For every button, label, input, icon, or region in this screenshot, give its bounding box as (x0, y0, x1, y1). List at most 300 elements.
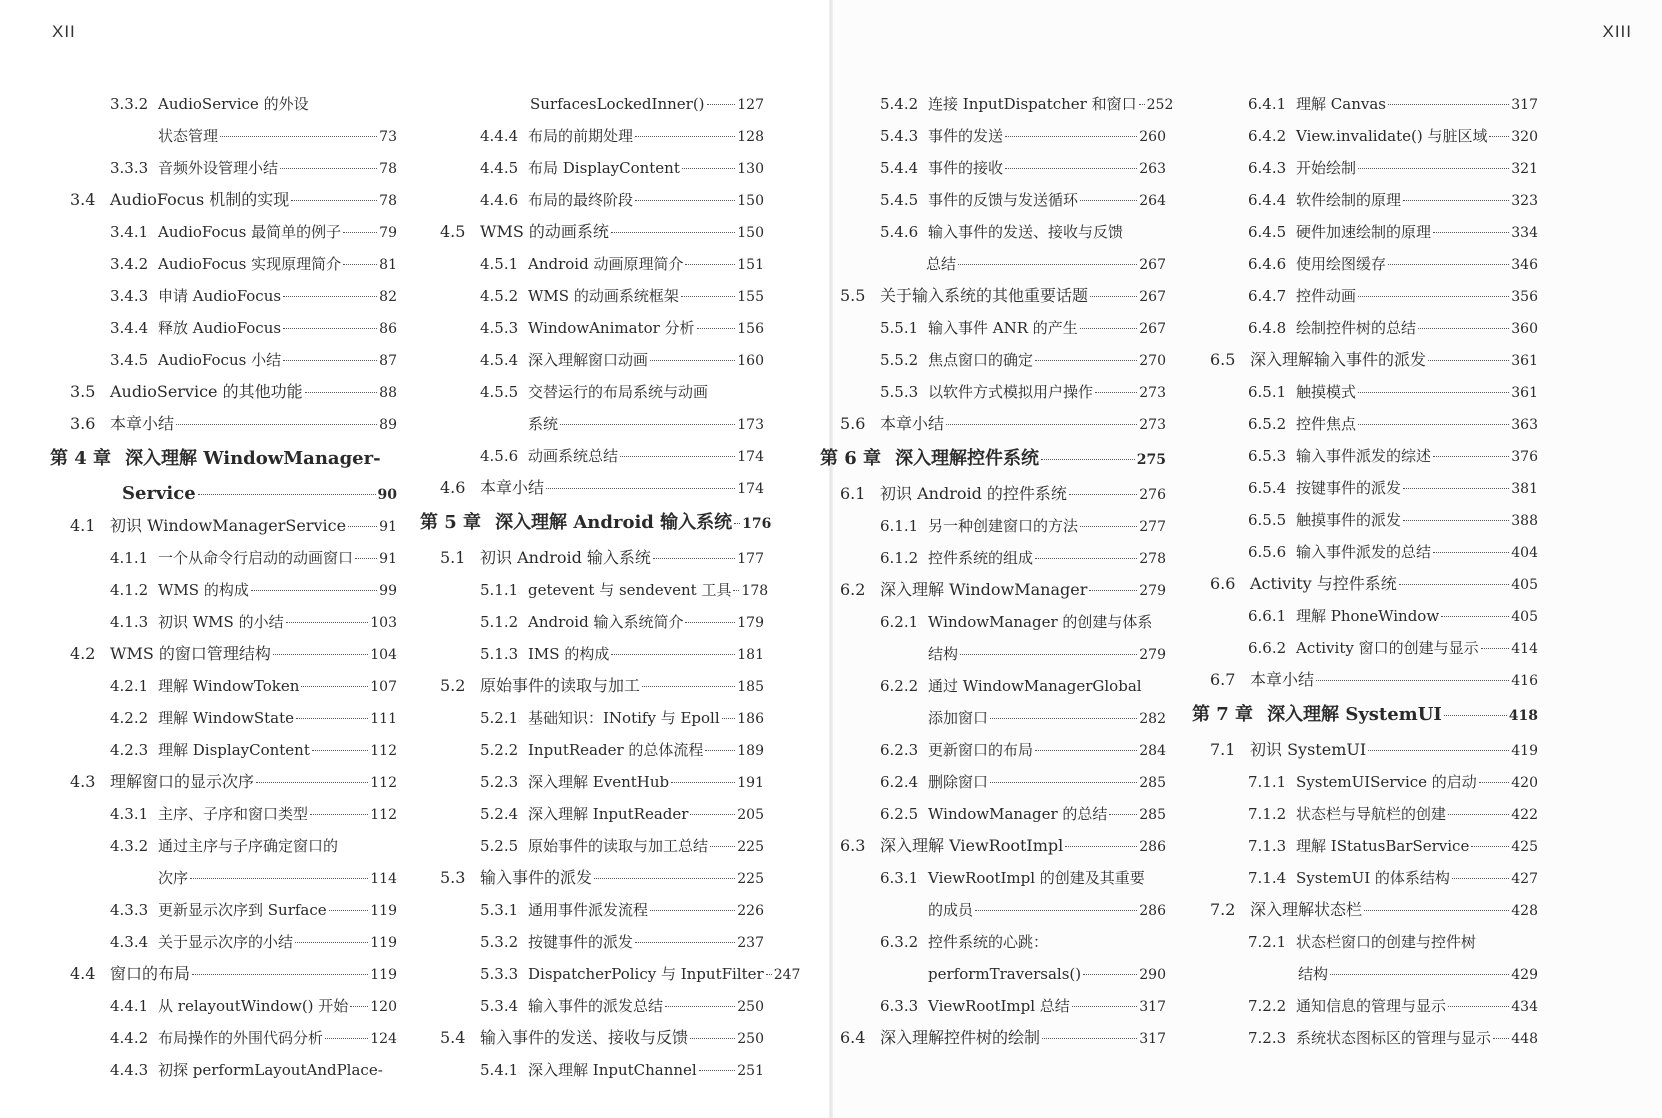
toc-entry-number: 4.2.3 (110, 741, 149, 759)
toc-entry-number: 5.4.2 (880, 95, 919, 113)
toc-entry-number: 6.3.2 (880, 933, 919, 951)
toc-entry-title: 释放 AudioFocus (158, 319, 282, 337)
toc-entry-number: 6.5.1 (1248, 383, 1287, 401)
toc-entry-page: 155 (737, 289, 764, 305)
toc-entry-page: 356 (1511, 289, 1538, 305)
toc-entry-number: 6.4.6 (1248, 255, 1287, 273)
toc-entry (1298, 958, 1538, 990)
toc-entry-title: AudioFocus 最简单的例子 (158, 223, 342, 241)
toc-entry-page: 361 (1511, 385, 1538, 401)
toc-entry-number: 5.6 (840, 414, 866, 433)
toc-entry-number: 4.5.1 (480, 255, 519, 273)
toc-entry (1248, 990, 1538, 1022)
toc-entry-page: 279 (1139, 647, 1166, 663)
toc-entry-number: 7.1.2 (1248, 805, 1287, 823)
toc-entry-title: 通知信息的管理与显示 (1296, 997, 1447, 1015)
toc-entry-page: 286 (1139, 903, 1166, 919)
toc-entry-page: 174 (737, 449, 764, 465)
toc-entry-page: 414 (1511, 641, 1538, 657)
dot-leader (1358, 168, 1509, 169)
toc-entry-page: 267 (1139, 257, 1166, 273)
toc-entry-page: 88 (379, 385, 397, 401)
toc-entry-page: 250 (737, 1031, 764, 1047)
toc-entry-number: 5.3.2 (480, 933, 519, 951)
toc-entry-page: 434 (1511, 999, 1538, 1015)
toc-entry-number: 5.2.1 (480, 709, 519, 727)
toc-entry-title: 初识 SystemUI (1250, 740, 1367, 759)
dot-leader (1388, 264, 1509, 265)
toc-entry-title: 控件焦点 (1296, 415, 1357, 433)
toc-entry-page: 270 (1139, 353, 1166, 369)
toc-entry-number: 5.3.4 (480, 997, 519, 1015)
toc-entry-title: 另一种创建窗口的方法 (928, 517, 1079, 535)
toc-entry-number: 4.1 (70, 516, 96, 535)
toc-entry-number: 6.2.4 (880, 773, 919, 791)
toc-entry (1248, 280, 1538, 312)
toc-entry-page: 130 (737, 161, 764, 177)
toc-entry-number: 4.2.2 (110, 709, 149, 727)
toc-entry-title: 深入理解窗口动画 (528, 351, 649, 369)
toc-entry-page: 376 (1511, 449, 1538, 465)
toc-entry-page: 205 (737, 807, 764, 823)
toc-entry-number: 5.5.2 (880, 351, 919, 369)
dot-leader (1358, 424, 1509, 425)
toc-entry-page: 317 (1139, 999, 1166, 1015)
toc-entry-page: 78 (379, 161, 397, 177)
toc-entry-page: 112 (370, 743, 397, 759)
toc-entry-title: 更新显示次序到 Surface (158, 901, 327, 919)
toc-entry-page: 285 (1139, 807, 1166, 823)
toc-entry-title: WMS 的动画系统框架 (528, 287, 679, 305)
toc-entry-title: WMS 的窗口管理结构 (110, 644, 271, 663)
toc-entry-number: 6.1.2 (880, 549, 919, 567)
dot-leader (1358, 296, 1509, 297)
toc-entry-page: 279 (1139, 583, 1166, 599)
toc-entry (1248, 536, 1538, 568)
toc-entry-title: 窗口的布局 (110, 964, 191, 983)
toc-entry (1248, 1022, 1538, 1054)
toc-entry-number: 6.5.5 (1248, 511, 1287, 529)
toc-entry-page: 112 (370, 775, 397, 791)
toc-entry-title: 系统状态图标区的管理与显示 (1296, 1029, 1492, 1047)
toc-entry (1210, 894, 1538, 926)
toc-entry-title: 焦点窗口的确定 (928, 351, 1034, 369)
toc-entry-page: 404 (1511, 545, 1538, 561)
toc-entry-number: 7.1.4 (1248, 869, 1287, 887)
toc-entry-page: 237 (737, 935, 764, 951)
toc-entry-number: 6.6.2 (1248, 639, 1287, 657)
toc-entry-number: 7.1 (1210, 740, 1236, 759)
toc-entry (1248, 408, 1538, 440)
dot-leader (1364, 910, 1509, 911)
toc-entry-page: 78 (379, 193, 397, 209)
toc-entry-page: 173 (737, 417, 764, 433)
toc-entry-title: 深入理解 WindowManager (880, 580, 1088, 599)
toc-entry-title: 输入事件派发的总结 (1296, 543, 1432, 561)
toc-entry-number: 5.2 (440, 676, 466, 695)
toc-entry-number: 4.5.3 (480, 319, 519, 337)
toc-entry-page: 416 (1511, 673, 1538, 689)
toc-entry-title: AudioFocus 小结 (158, 351, 282, 369)
toc-entry-page: 181 (737, 647, 764, 663)
toc-entry-number: 6.1.1 (880, 517, 919, 535)
toc-entry (1248, 152, 1538, 184)
toc-entry-number: 4.5.4 (480, 351, 519, 369)
toc-entry-title: Android 输入系统简介 (528, 613, 684, 631)
toc-entry-title: 按键事件的派发 (1296, 479, 1402, 497)
toc-entry-number: 6.2.5 (880, 805, 919, 823)
toc-entry-page: 174 (737, 481, 764, 497)
toc-entry-title: WindowManager 的创建与体系 (928, 613, 1153, 631)
toc-entry-page: 260 (1139, 129, 1166, 145)
toc-entry-title: SystemUIService 的启动 (1296, 773, 1477, 791)
toc-entry-page: 276 (1139, 487, 1166, 503)
toc-entry-number: 4.5.5 (480, 383, 519, 401)
toc-entry-title: 状态管理 (158, 127, 219, 145)
toc-entry-title: 申请 AudioFocus (158, 287, 282, 305)
toc-entry-page: 73 (379, 129, 397, 145)
toc-entry-page: 425 (1511, 839, 1538, 855)
toc-entry-number: 3.4.4 (110, 319, 149, 337)
toc-entry-page: 111 (370, 711, 397, 727)
toc-entry-page: 275 (1136, 452, 1166, 468)
toc-entry-page: 160 (737, 353, 764, 369)
toc-entry-number: 6.4.7 (1248, 287, 1287, 305)
toc-entry-page: 284 (1139, 743, 1166, 759)
toc-entry-title: 深入理解控件系统 (895, 448, 1040, 469)
toc-entry-page: 128 (737, 129, 764, 145)
dot-leader (1479, 782, 1509, 783)
toc-entry-number: 4.2.1 (110, 677, 149, 695)
toc-entry-title: ViewRootImpl 的创建及其重要 (928, 869, 1145, 887)
toc-entry-number: 6.3 (840, 836, 866, 855)
toc-entry-number: 6.2 (840, 580, 866, 599)
dot-leader (1403, 200, 1509, 201)
toc-entry-number: 4.4.1 (110, 997, 149, 1015)
toc-entry-page: 448 (1511, 1031, 1538, 1047)
toc-entry-page: 86 (379, 321, 397, 337)
toc-entry-number: 5.1.2 (480, 613, 519, 631)
toc-entry-title: 事件的接收 (928, 159, 1004, 177)
toc-entry-title: 布局 DisplayContent (528, 159, 680, 177)
toc-entry-page: 150 (737, 193, 764, 209)
toc-entry-number: 5.2.3 (480, 773, 519, 791)
toc-entry-title: 删除窗口 (928, 773, 989, 791)
toc-entry-number: 3.4.5 (110, 351, 149, 369)
toc-entry-page: 405 (1511, 609, 1538, 625)
toc-entry-page: 225 (737, 871, 764, 887)
toc-entry-page: 79 (379, 225, 397, 241)
toc-entry-number: 4.1.3 (110, 613, 149, 631)
toc-entry-page: 91 (379, 551, 397, 567)
toc-entry-page: 226 (737, 903, 764, 919)
toc-entry-number: 5.4.5 (880, 191, 919, 209)
toc-entry-number: 3.4.3 (110, 287, 149, 305)
toc-entry-title: 理解 IStatusBarService (1296, 837, 1470, 855)
toc-entry-title: 初探 performLayoutAndPlace- (158, 1061, 383, 1079)
toc-entry-number: 7.2.1 (1248, 933, 1287, 951)
toc-entry (1248, 632, 1538, 664)
toc-entry (1210, 568, 1538, 600)
toc-entry-title: 本章小结 (480, 478, 545, 497)
toc-entry-number: 5.4 (440, 1028, 466, 1047)
toc-entry-title: 连接 InputDispatcher 和窗口 (928, 95, 1137, 113)
toc-entry-number: 4.4.2 (110, 1029, 149, 1047)
toc-entry-number: 6.3.3 (880, 997, 919, 1015)
toc-entry-title: 深入理解 EventHub (528, 773, 670, 791)
toc-entry-page: 419 (1511, 743, 1538, 759)
toc-entry-number: 4.2 (70, 644, 96, 663)
toc-entry-title: SystemUI 的体系结构 (1296, 869, 1450, 887)
toc-entry-number: 4.3.3 (110, 901, 149, 919)
dot-leader (1428, 360, 1509, 361)
toc-entry-title: 结构 (1298, 965, 1329, 983)
toc-entry-page: 273 (1139, 417, 1166, 433)
toc-entry-page: 150 (737, 225, 764, 241)
toc-entry-title: WMS 的动画系统 (480, 222, 609, 241)
toc-entry-title: 事件的发送 (928, 127, 1004, 145)
toc-entry-title: Android 动画原理简介 (528, 255, 684, 273)
toc-entry-number: 5.5.1 (880, 319, 919, 337)
toc-entry-title: 以软件方式模拟用户操作 (928, 383, 1094, 401)
toc-entry-title: 按键事件的派发 (528, 933, 634, 951)
toc-entry-page: 381 (1511, 481, 1538, 497)
toc-entry-number: 4.1.1 (110, 549, 149, 567)
toc-entry-page: 250 (737, 999, 764, 1015)
toc-entry-page: 225 (737, 839, 764, 855)
toc-entry-page: 334 (1511, 225, 1538, 241)
toc-entry-title: WindowAnimator 分析 (528, 319, 695, 337)
toc-entry-page: 361 (1511, 353, 1538, 369)
toc-entry-page: 320 (1511, 129, 1538, 145)
toc-entry-title: 系统 (528, 415, 559, 433)
toc-entry-number: 3.3.3 (110, 159, 149, 177)
toc-entry-page: 321 (1511, 161, 1538, 177)
toc-entry-page: 317 (1511, 97, 1538, 113)
toc-entry-number: 6.5.2 (1248, 415, 1287, 433)
toc-entry (1248, 926, 1538, 958)
toc-entry-page: 427 (1511, 871, 1538, 887)
toc-entry-title: 本章小结 (1250, 670, 1315, 689)
toc-entry (1210, 664, 1538, 696)
toc-entry-title: 理解 Canvas (1296, 95, 1386, 113)
toc-entry-number: 5.4.4 (880, 159, 919, 177)
toc-entry-page: 252 (1146, 97, 1174, 113)
toc-entry-title: getevent 与 sendevent 工具 (528, 581, 732, 599)
toc-entry-page: 360 (1511, 321, 1538, 337)
toc-entry-title: performTraversals() (928, 965, 1082, 983)
toc-entry-title: 通用事件派发流程 (528, 901, 649, 919)
toc-entry-page: 388 (1511, 513, 1538, 529)
toc-entry-title: 软件绘制的原理 (1296, 191, 1402, 209)
toc-entry-page: 191 (737, 775, 764, 791)
toc-entry-number: 7.1.1 (1248, 773, 1287, 791)
toc-entry (1248, 312, 1538, 344)
toc-entry-page: 405 (1511, 577, 1538, 593)
dot-leader (1358, 392, 1509, 393)
toc-entry (1248, 798, 1538, 830)
dot-leader (1388, 104, 1509, 105)
toc-entry-number: 6.6 (1210, 574, 1236, 593)
toc-entry-title: WMS 的构成 (158, 581, 249, 599)
toc-entry-number: 6.5.4 (1248, 479, 1287, 497)
toc-entry-title: 深入理解 InputChannel (528, 1061, 697, 1079)
toc-entry-page: 90 (377, 487, 397, 503)
toc-entry-title: AudioService 的其他功能 (110, 382, 303, 401)
toc-entry-title: 通过 WindowManagerGlobal (928, 677, 1142, 695)
toc-entry-page: 81 (379, 257, 397, 273)
dot-leader (1399, 584, 1509, 585)
toc-entry-number: 3.5 (70, 382, 96, 401)
toc-entry-page: 103 (370, 615, 397, 631)
toc-entry-title: 初识 WindowManagerService (110, 516, 347, 535)
toc-entry-title: 输入事件的发送、接收与反馈 (480, 1028, 689, 1047)
toc-entry-number: 4.3.2 (110, 837, 149, 855)
toc-entry-number: 6.2.1 (880, 613, 919, 631)
toc-entry-title: 基础知识：INotify 与 Epoll (528, 709, 720, 727)
toc-entry-page: 178 (741, 583, 769, 599)
dot-leader (1368, 750, 1509, 751)
toc-entry-title: 通过主序与子序确定窗口的 (158, 837, 339, 855)
dot-leader (1489, 136, 1509, 137)
toc-entry-page: 89 (379, 417, 397, 433)
toc-entry-page: 82 (379, 289, 397, 305)
toc-entry-page: 317 (1139, 1031, 1166, 1047)
toc-entry-page: 120 (370, 999, 397, 1015)
toc-entry-number: 5.2.4 (480, 805, 519, 823)
toc-entry-number: 6.4.8 (1248, 319, 1287, 337)
toc-entry-page: 114 (370, 871, 397, 887)
toc-entry-page: 156 (737, 321, 764, 337)
toc-entry-title: IMS 的构成 (528, 645, 610, 663)
toc-entry-title: 控件动画 (1296, 287, 1357, 305)
toc-entry-title: 输入事件派发的综述 (1296, 447, 1432, 465)
toc-entry (1248, 504, 1538, 536)
toc-entry-page: 151 (737, 257, 764, 273)
toc-entry-title: 原始事件的读取与加工总结 (528, 837, 709, 855)
toc-entry-title: 状态栏窗口的创建与控件树 (1296, 933, 1477, 951)
toc-entry (1248, 830, 1538, 862)
toc-entry-number: 6.7 (1210, 670, 1236, 689)
toc-entry-title: 布局的前期处理 (528, 127, 634, 145)
toc-entry-title: 动画系统总结 (528, 447, 619, 465)
toc-entry-number: 6.4 (840, 1028, 866, 1047)
toc-entry-number: 4.4.3 (110, 1061, 149, 1079)
toc-entry-number: 4.3.1 (110, 805, 149, 823)
toc-entry-title: 输入事件 ANR 的产生 (928, 319, 1078, 337)
toc-entry-title: 深入理解控件树的绘制 (880, 1028, 1041, 1047)
toc-entry-title: 深入理解 WindowManager- (125, 448, 381, 469)
toc-entry-number: 5.4.3 (880, 127, 919, 145)
toc-entry-page: 428 (1511, 903, 1538, 919)
toc-entry-title: 理解 WindowState (158, 709, 295, 727)
toc-entry-number: 7.2.2 (1248, 997, 1287, 1015)
toc-entry (1210, 344, 1538, 376)
toc-entry (1210, 734, 1538, 766)
toc-entry-number: 第 4 章 (50, 448, 112, 469)
toc-entry-number: 3.4.1 (110, 223, 149, 241)
toc-entry-title: AudioService 的外设 (158, 95, 309, 113)
toc-entry-title: 添加窗口 (928, 709, 989, 727)
toc-entry-number: 3.4 (70, 190, 96, 209)
toc-entry-page: 429 (1511, 967, 1538, 983)
toc-entry-page: 124 (370, 1031, 397, 1047)
toc-entry-title: 深入理解 ViewRootImpl (880, 836, 1064, 855)
toc-entry-page: 127 (737, 97, 764, 113)
toc-entry-number: 6.1 (840, 484, 866, 503)
toc-entry-number: 7.2 (1210, 900, 1236, 919)
toc-entry-title: WindowManager 的总结 (928, 805, 1108, 823)
toc-entry-page: 119 (370, 967, 397, 983)
toc-entry-number: 6.2.2 (880, 677, 919, 695)
toc-entry-number: 5.1.1 (480, 581, 519, 599)
toc-entry-page: 87 (379, 353, 397, 369)
toc-entry-number: 5.4.6 (880, 223, 919, 241)
toc-entry-title: 初识 Android 的控件系统 (880, 484, 1067, 503)
toc-entry-page: 177 (737, 551, 764, 567)
dot-leader (1403, 488, 1509, 489)
toc-entry-page: 107 (370, 679, 397, 695)
toc-entry-title: 更新窗口的布局 (928, 741, 1034, 759)
toc-entry-title: 布局的最终阶段 (528, 191, 634, 209)
toc-entry-title: 输入事件的派发总结 (528, 997, 664, 1015)
toc-entry-number: 3.3.2 (110, 95, 149, 113)
toc-entry-number: 4.5.2 (480, 287, 519, 305)
toc-entry-number: 5.2.5 (480, 837, 519, 855)
toc-entry (1192, 696, 1538, 734)
dot-leader (1403, 520, 1509, 521)
toc-entry-title: Activity 与控件系统 (1250, 574, 1397, 593)
toc-entry-page: 119 (370, 903, 397, 919)
toc-entry-page: 189 (737, 743, 764, 759)
toc-entry-title: 从 relayoutWindow() 开始 (158, 997, 349, 1015)
toc-entry-page: 247 (773, 967, 801, 983)
toc-entry (1248, 766, 1538, 798)
toc-entry-number: 3.6 (70, 414, 96, 433)
toc-entry-title: 音频外设管理小结 (158, 159, 279, 177)
toc-entry (1248, 472, 1538, 504)
toc-entry-title: 理解窗口的显示次序 (110, 772, 255, 791)
toc-entry-title: 触摸事件的派发 (1296, 511, 1402, 529)
toc-entry-number: 5.4.1 (480, 1061, 519, 1079)
toc-entry-title: 深入理解输入事件的派发 (1250, 350, 1427, 369)
toc-entry-title: 深入理解 Android 输入系统 (495, 512, 733, 533)
toc-entry-title: 控件系统的心跳： (928, 933, 1049, 951)
toc-entry-title: 次序 (158, 869, 189, 887)
toc-entry-number: 第 6 章 (820, 448, 882, 469)
toc-entry-number: 4.4 (70, 964, 96, 983)
toc-entry-page: 420 (1511, 775, 1538, 791)
toc-entry-page: 278 (1139, 551, 1166, 567)
toc-entry-page: 112 (370, 807, 397, 823)
toc-entry-title: InputReader 的总体流程 (528, 741, 704, 759)
toc-entry-title: 原始事件的读取与加工 (480, 676, 641, 695)
dot-leader (1471, 846, 1509, 847)
toc-entry-number: 4.5 (440, 222, 466, 241)
toc-entry-title: 初识 WMS 的小结 (158, 613, 284, 631)
toc-entry-number: 4.3.4 (110, 933, 149, 951)
toc-entry-page: 282 (1139, 711, 1166, 727)
toc-entry-number: 第 5 章 (420, 512, 482, 533)
toc-entry-title: 深入理解 InputReader (528, 805, 689, 823)
toc-entry-title: 结构 (928, 645, 959, 663)
dot-leader (1330, 974, 1509, 975)
toc-entry-title: View.invalidate() 与脏区域 (1296, 127, 1488, 145)
toc-entry-number: 6.4.1 (1248, 95, 1287, 113)
toc-entry-title: 总结 (926, 255, 957, 273)
toc-entry-title: 理解 WindowToken (158, 677, 300, 695)
toc-entry-title: 深入理解 SystemUI (1267, 704, 1442, 725)
